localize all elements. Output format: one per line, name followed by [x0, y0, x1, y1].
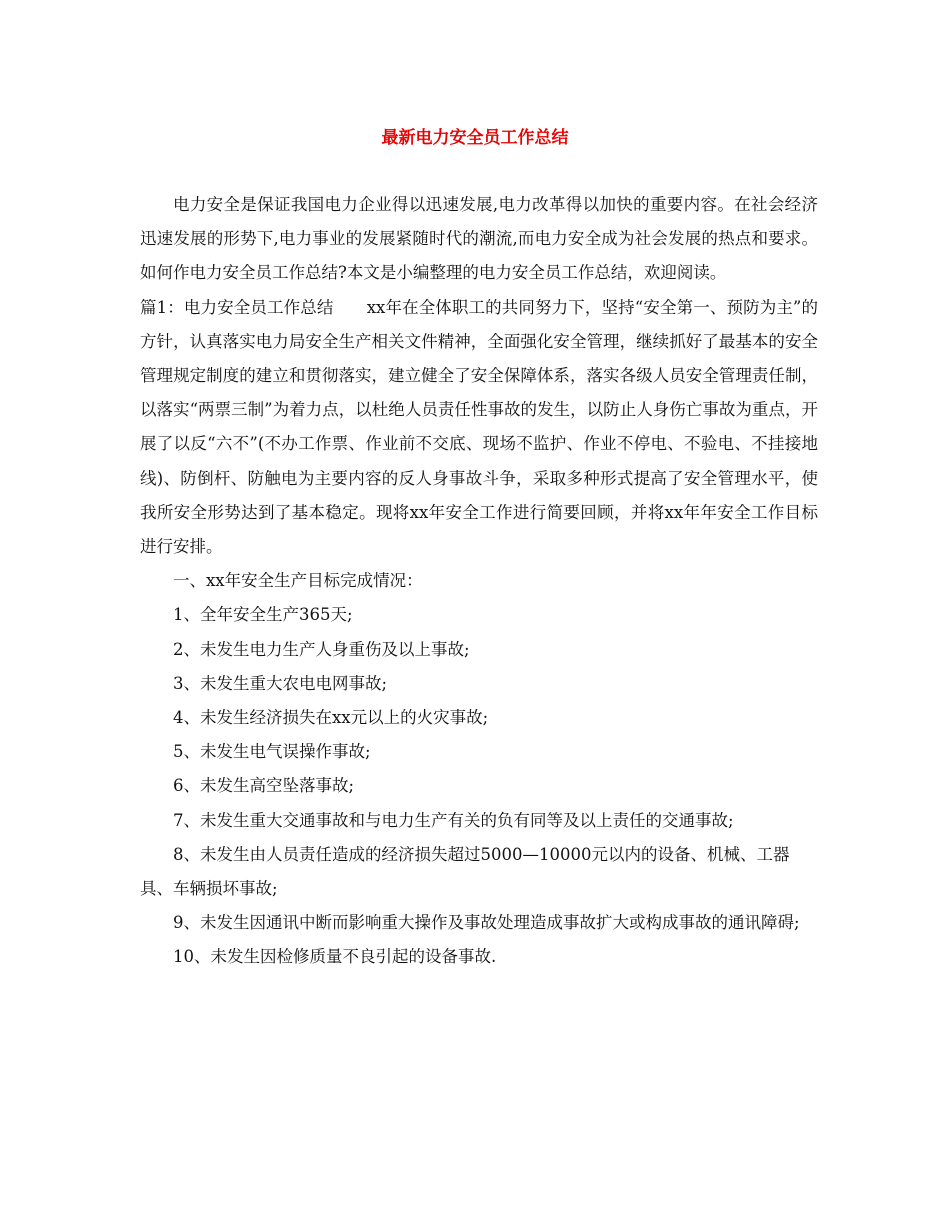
list-item: 4、未发生经济损失在xx元以上的火灾事故; — [173, 708, 489, 728]
document-title: 最新电力安全员工作总结 — [381, 128, 569, 148]
list-item: 2、未发生电力生产人身重伤及以上事故; — [173, 639, 470, 659]
list-item: 9、未发生因通讯中断而影响重大操作及事故处理造成事故扩大或构成事故的通讯障碍; — [173, 913, 800, 933]
list-item: 6、未发生高空坠落事故; — [173, 776, 355, 796]
section-1-paragraph: 篇1：电力安全员工作总结 xx年在全体职工的共同努力下，坚持“安全第一、预防为主”的方针，认真落实电力局安全生产相关文件精神，全面强化安全管理，继续抓好了最基本的安全管理规定制度的建立和贯彻落实，建立健全了安全保障体系，落实各级人员安全管理责任制，以落实“两票三制”为着力点，以杜绝人员责任性事故的发生，以防止人身伤亡事故为重点，开展了以反“六不”(不办工作票、作业前不交底、现场不监护、作业不停电、不验电、不挂接地线)、防倒杆、防触电为主要内容的反人身事故斗争，采取多种形式提高了安全管理水平，使我所安全形势达到了基本稳定。现将xx年安全工作进行简要回顾，并将xx年年安全工作目标进行安排。 — [140, 297, 818, 557]
list-item: 8、未发生由人员责任造成的经济损失超过5000—10000元以内的设备、机械、工器具、车辆损坏事故; — [140, 844, 790, 899]
list-item: 3、未发生重大农电电网事故; — [173, 673, 388, 693]
intro-paragraph: 电力安全是保证我国电力企业得以迅速发展,电力改革得以加快的重要内容。在社会经济迅速发展的形势下,电力事业的发展紧随时代的潮流,而电力安全成为社会发展的热点和要求。如何作电力安全员工作总结?本文是小编整理的电力安全员工作总结，欢迎阅读。 — [140, 195, 818, 283]
section-heading: 一、xx年安全生产目标完成情况： — [173, 571, 423, 591]
list-item: 7、未发生重大交通事故和与电力生产有关的负有同等及以上责任的交通事故; — [173, 810, 734, 830]
list-item: 1、全年安全生产365天; — [173, 605, 353, 625]
list-item: 5、未发生电气误操作事故; — [173, 742, 371, 762]
document-body — [140, 188, 818, 975]
list-item: 10、未发生因检修质量不良引起的设备事故. — [173, 947, 497, 967]
